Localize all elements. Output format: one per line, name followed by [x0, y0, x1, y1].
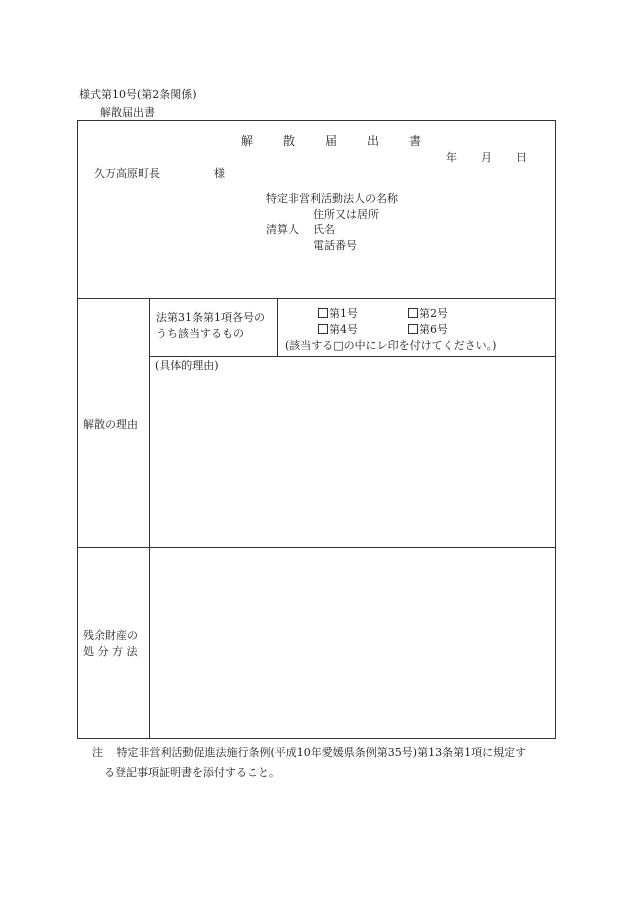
address-label: 住所又は居所 [313, 208, 379, 221]
footnote-line2: る登記事項証明書を添付すること。 [104, 766, 280, 779]
document-title [241, 132, 421, 149]
article-label-line2: うち該当するもの [156, 327, 244, 340]
checkbox-instruction: (該当する□の中にレ印を付けてください。) [285, 339, 497, 352]
org-name-label: 特定非営利活動法人の名称 [266, 192, 398, 205]
honorific: 様 [214, 167, 225, 180]
option-item-2[interactable] [408, 305, 448, 321]
option-item-4[interactable] [318, 321, 358, 337]
article-label [156, 310, 265, 342]
checkbox-icon[interactable] [318, 308, 328, 318]
title-char: 届 [325, 134, 338, 148]
title-char: 出 [367, 134, 380, 148]
title-char: 散 [283, 134, 296, 148]
footnote [92, 743, 562, 783]
article-label-line1: 法第31条第1項各号の [156, 311, 265, 324]
residual-label-line1: 残余財産の [83, 629, 138, 642]
divider-label-column [149, 298, 150, 739]
checkbox-icon[interactable] [408, 324, 418, 334]
addressee: 久万高原町長 [94, 167, 160, 180]
option-label: 第6号 [419, 323, 448, 336]
name-label: 氏名 [313, 223, 335, 236]
form-subtitle: 解散届出書 [100, 106, 155, 119]
title-char: 書 [409, 134, 422, 148]
date-month-label: 月 [481, 151, 492, 164]
option-label: 第1号 [329, 307, 358, 320]
footnote-line1: 特定非営利活動促進法施行条例(平成10年愛媛県条例第35号)第13条第1項に規定す [116, 746, 527, 759]
dissolution-reason-label: 解散の理由 [83, 418, 138, 431]
residual-label-line2: 処 分 方 法 [83, 645, 138, 658]
option-item-1[interactable] [318, 305, 358, 321]
form-number: 様式第10号(第2条関係) [79, 88, 197, 101]
divider-options-column [277, 298, 278, 356]
date-year-label: 年 [446, 151, 457, 164]
residual-assets-label [83, 628, 138, 660]
liquidator-label: 清算人 [266, 223, 299, 236]
option-label: 第4号 [329, 323, 358, 336]
checkbox-icon[interactable] [408, 308, 418, 318]
option-label: 第2号 [419, 307, 448, 320]
option-item-6[interactable] [408, 321, 448, 337]
specific-reason-label: (具体的理由) [155, 359, 219, 372]
checkbox-icon[interactable] [318, 324, 328, 334]
date-day-label: 日 [516, 151, 527, 164]
phone-label: 電話番号 [313, 239, 357, 252]
title-char: 解 [241, 134, 254, 148]
footnote-prefix: 注 [92, 746, 103, 759]
